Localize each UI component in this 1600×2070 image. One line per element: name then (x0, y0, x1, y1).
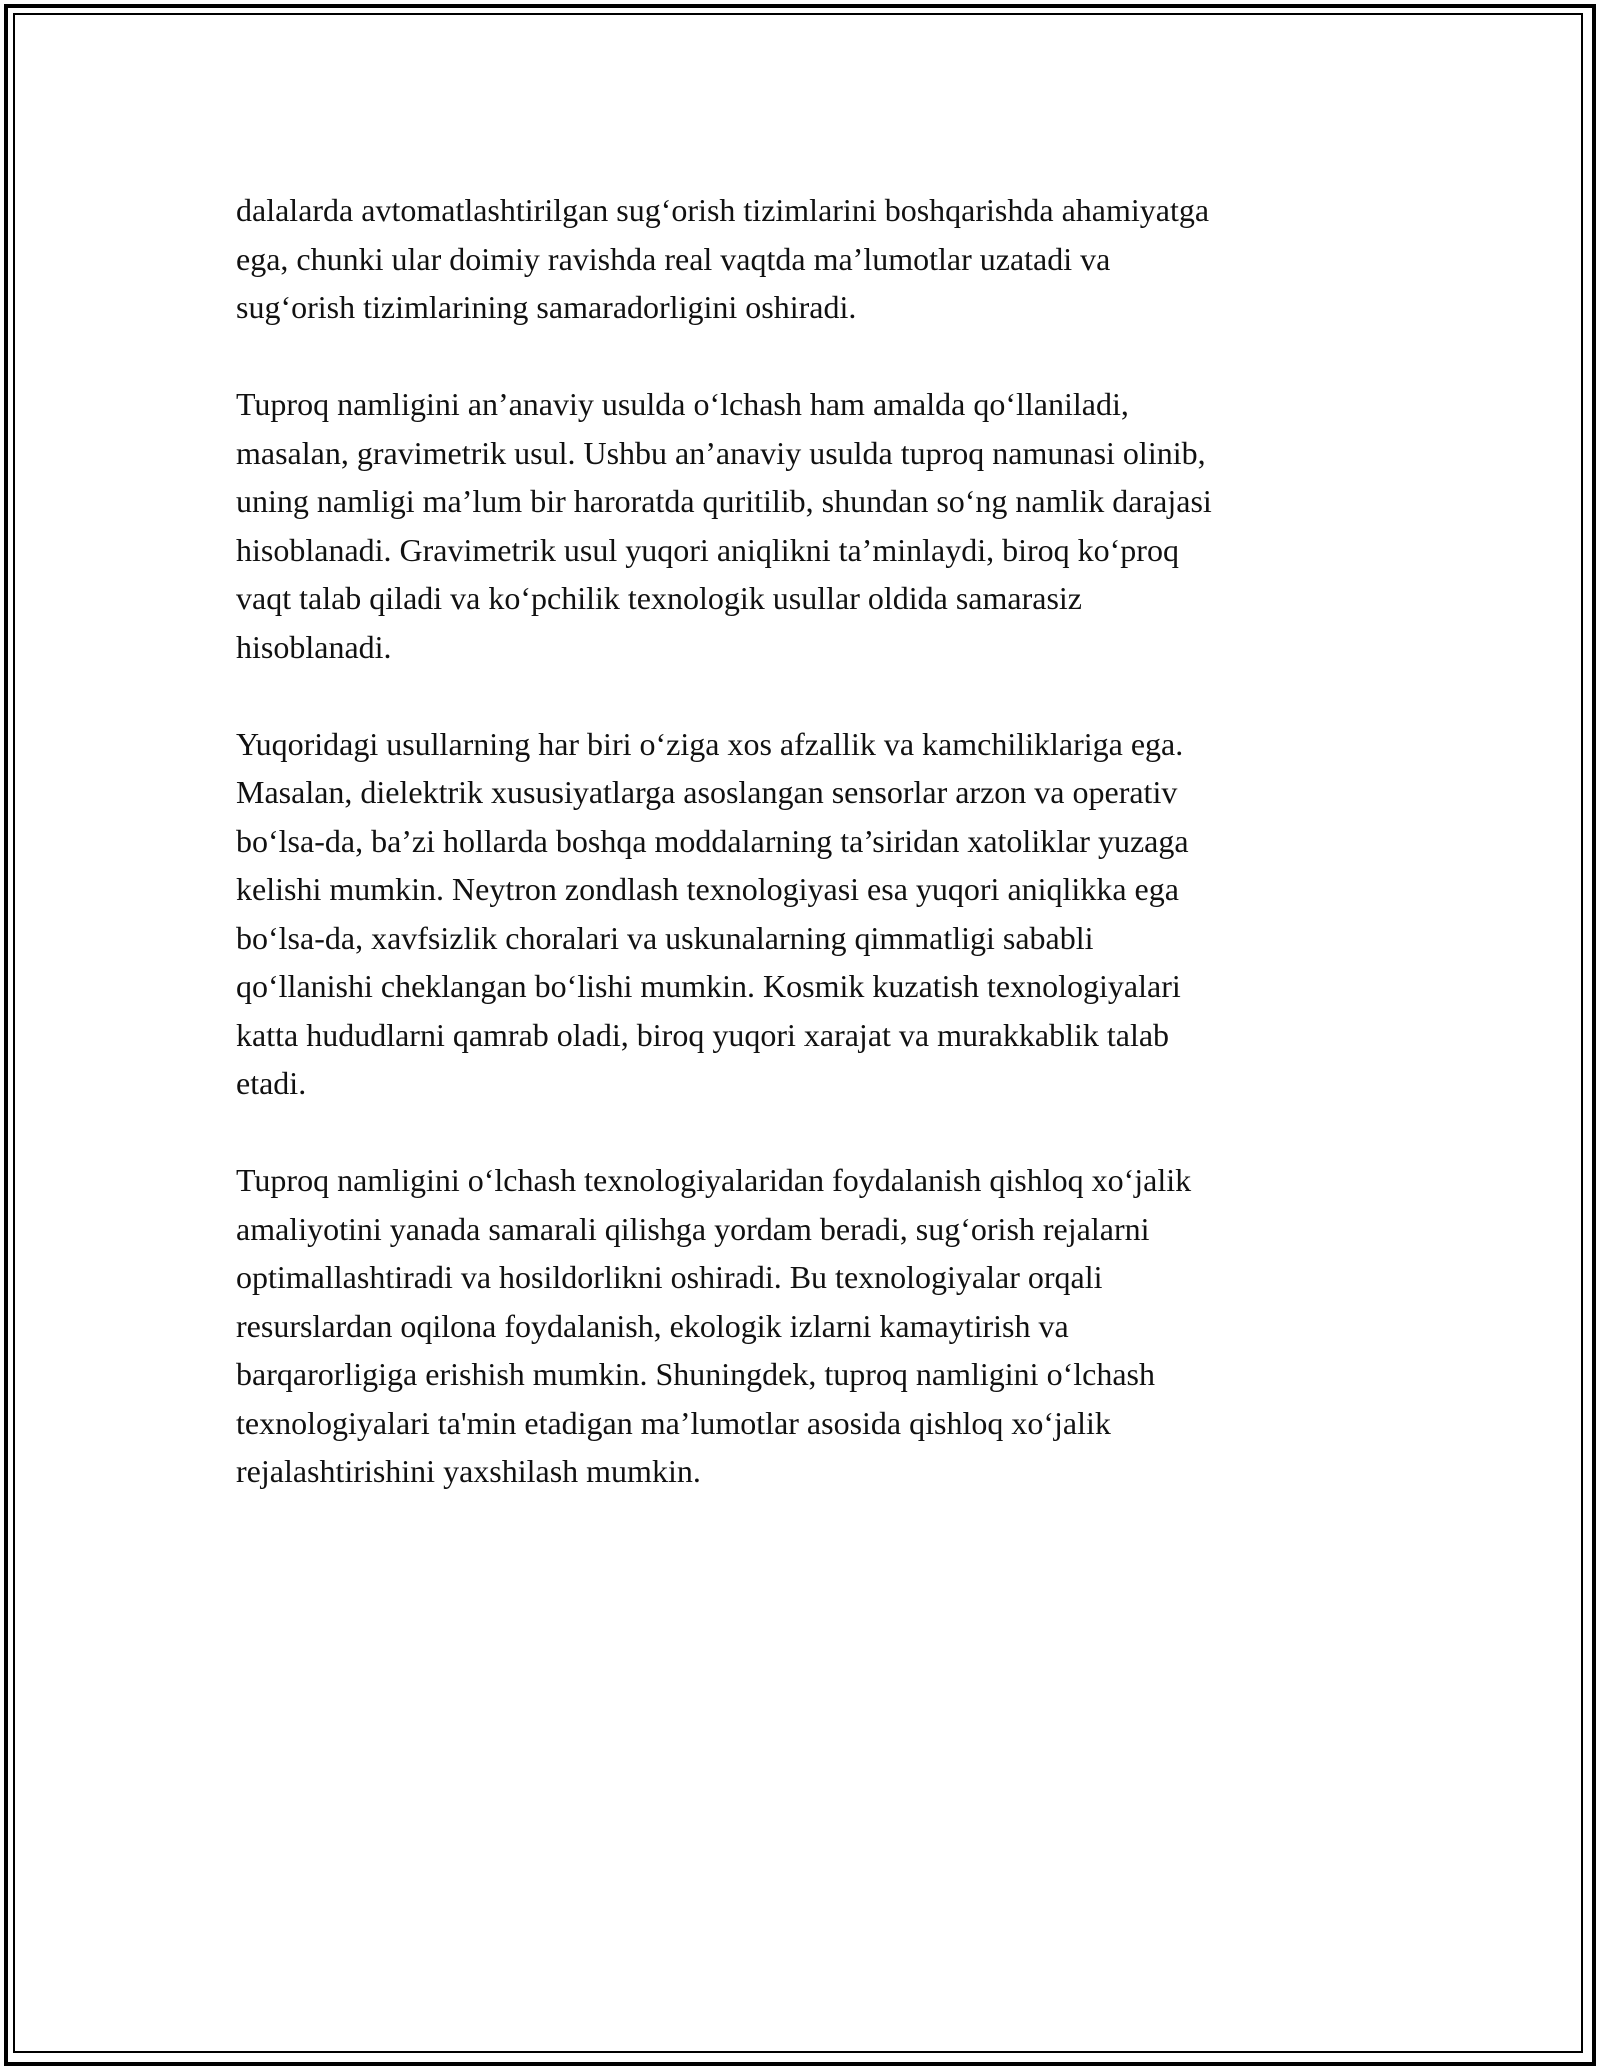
paragraph-4: Tuproq namligini o‘lchash texnologiyalaridan foydalanish qishloq xo‘jalik amaliyotini yanada samarali qilishga yordam beradi, sug‘orish rejalarni optimallashtiradi va hosildorlikni oshiradi. Bu texnologiyalar orqali resurslardan oqilona foydalanish, ekologik izlarni kamaytirish va barqarorligiga erishish mumkin. Shuningdek, tuproq namligini o‘lchash texnologiyalari ta'min etadigan ma’lumotlar asosida qishloq xo‘jalik rejalashtirishini yaxshilash mumkin. (236, 1162, 1192, 1489)
paragraph-2: Tuproq namligini an’anaviy usulda o‘lchash ham amalda qo‘llaniladi, masalan, gravimetrik usul. Ushbu an’anaviy usulda tuproq namunasi olinib, uning namligi ma’lum bir haroratda quritilib, shundan so‘ng namlik darajasi hisoblanadi. Gravimetrik usul yuqori aniqlikni ta’minlaydi, biroq ko‘proq vaqt talab qiladi va ko‘pchilik texnologik usullar oldida samarasiz hisoblanadi. (236, 386, 1212, 665)
paragraph-3: Yuqoridagi usullarning har biri o‘ziga xos afzallik va kamchiliklariga ega. Masalan, dielektrik xususiyatlarga asoslangan sensorlar arzon va operativ bo‘lsa-da, ba’zi hollarda boshqa moddalarning ta’siridan xatoliklar yuzaga kelishi mumkin. Neytron zondlash texnologiyasi esa yuqori aniqlikka ega bo‘lsa-da, xavfsizlik choralari va uskunalarning qimmatligi sababli qo‘llanishi cheklangan bo‘lishi mumkin. Kosmik kuzatish texnologiyalari katta hududlarni qamrab oladi, biroq yuqori xarajat va murakkablik talab etadi. (236, 725, 1189, 1101)
document-body (236, 186, 1356, 1544)
paragraph-1: dalalarda avtomatlashtirilgan sug‘orish tizimlarini boshqarishda ahamiyatga ega, chunki ular doimiy ravishda real vaqtda ma’lumotlar uzatadi va sug‘orish tizimlarining samaradorligini oshiradi. (236, 192, 1210, 325)
